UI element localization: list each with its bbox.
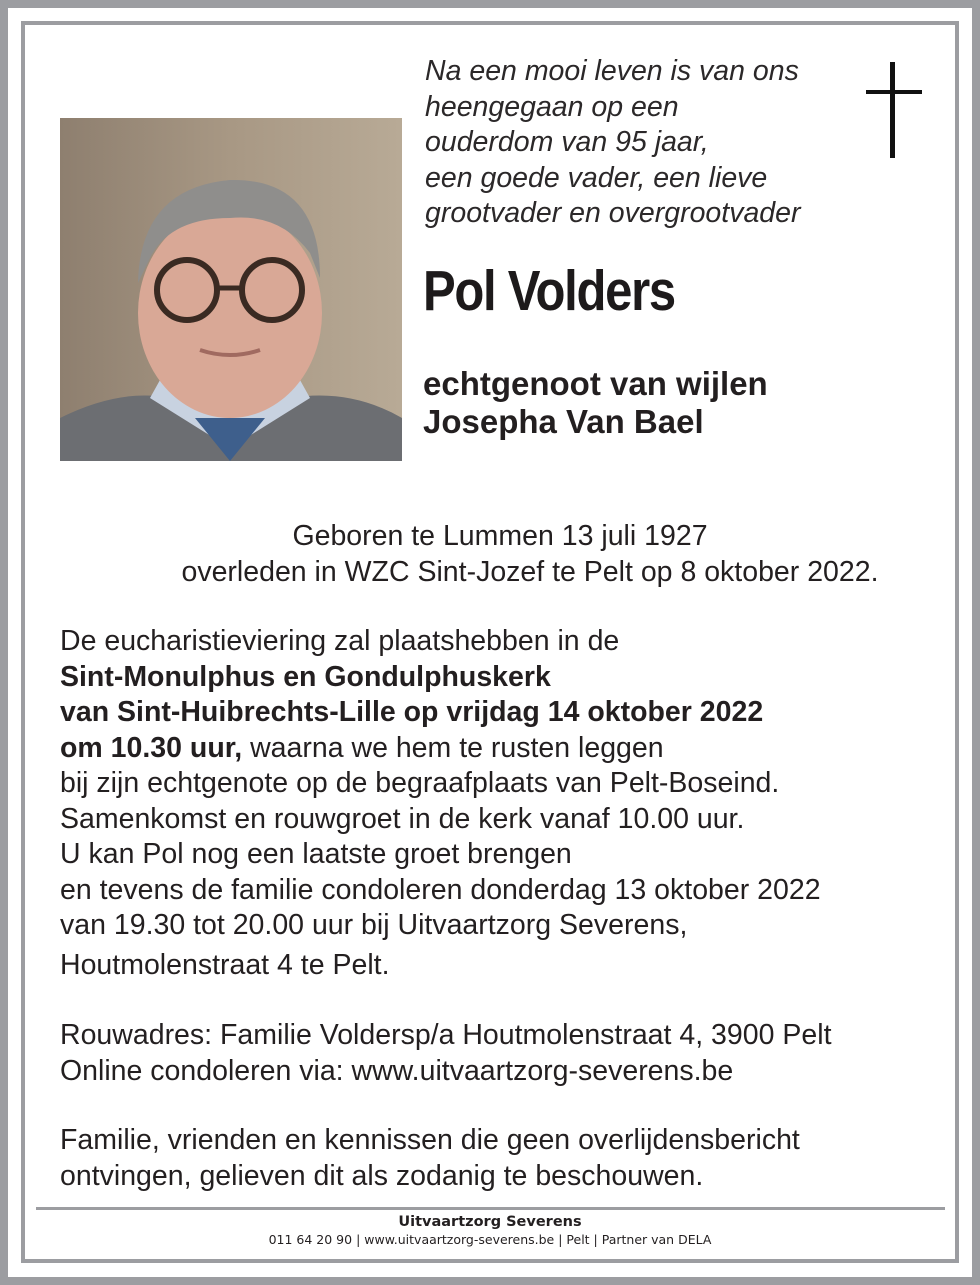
intro-line: een goede vader, een lieve [425, 161, 768, 194]
closing-line: Familie, vrienden en kennissen die geen overlijdensbericht [60, 1124, 800, 1156]
intro-line: heengegaan op een [425, 90, 679, 123]
online-condolence-line: Online condoleren via: www.uitvaartzorg-severens.be [60, 1054, 734, 1087]
intro-line: Na een mooi leven is van ons [425, 55, 799, 87]
ceremony-time: om 10.30 uur, [60, 731, 243, 764]
ceremony-line: en tevens de familie condoleren donderdag 13 oktober 2022 [60, 873, 821, 906]
closing-line: ontvingen, gelieven dit als zodanig te beschouwen. [60, 1159, 704, 1192]
church-name: Sint-Monulphus en Gondulphuskerk [60, 660, 551, 693]
ceremony-date: van Sint-Huibrechts-Lille op vrijdag 14 oktober 2022 [60, 696, 764, 728]
spouse-line: echtgenoot van wijlen [423, 365, 768, 402]
deceased-name: Pol Volders [423, 259, 675, 323]
ceremony-line: van 19.30 tot 20.00 uur bij Uitvaartzorg Severens, [60, 909, 688, 941]
spouse-line: Josepha Van Bael [423, 403, 704, 440]
notice-body [60, 624, 940, 1194]
birth-death-text [0, 518, 980, 590]
ceremony-line: De eucharistieviering zal plaatshebben in de [60, 625, 620, 657]
ceremony-line: waarna we hem te rusten leggen [242, 731, 664, 764]
birth-line: Geboren te Lummen 13 juli 1927 [292, 520, 708, 552]
address-line: Rouwadres: Familie Voldersp/a Houtmolenstraat 4, 3900 Pelt [60, 1019, 832, 1051]
footer [0, 1213, 980, 1249]
cross-icon [866, 62, 922, 158]
ceremony-line: bij zijn echtgenote op de begraafplaats van Pelt-Boseind. [60, 767, 780, 799]
death-line: overleden in WZC Sint-Jozef te Pelt op 8 oktober 2022. [181, 556, 879, 588]
ceremony-line: Houtmolenstraat 4 te Pelt. [60, 948, 390, 981]
ceremony-line: U kan Pol nog een laatste groet brengen [60, 838, 572, 870]
intro-text [425, 54, 800, 232]
ceremony-line: Samenkomst en rouwgroet in de kerk vanaf 10.00 uur. [60, 802, 745, 835]
spouse-text [423, 365, 768, 441]
portrait-photo [60, 118, 402, 461]
footer-divider [36, 1207, 945, 1210]
intro-line: grootvader en overgrootvader [425, 197, 801, 229]
funeral-home-contact: 011 64 20 90 | www.uitvaartzorg-severens.be | Pelt | Partner van DELA [268, 1232, 712, 1247]
intro-line: ouderdom van 95 jaar, [425, 126, 709, 158]
funeral-home-name: Uitvaartzorg Severens [398, 1214, 582, 1230]
